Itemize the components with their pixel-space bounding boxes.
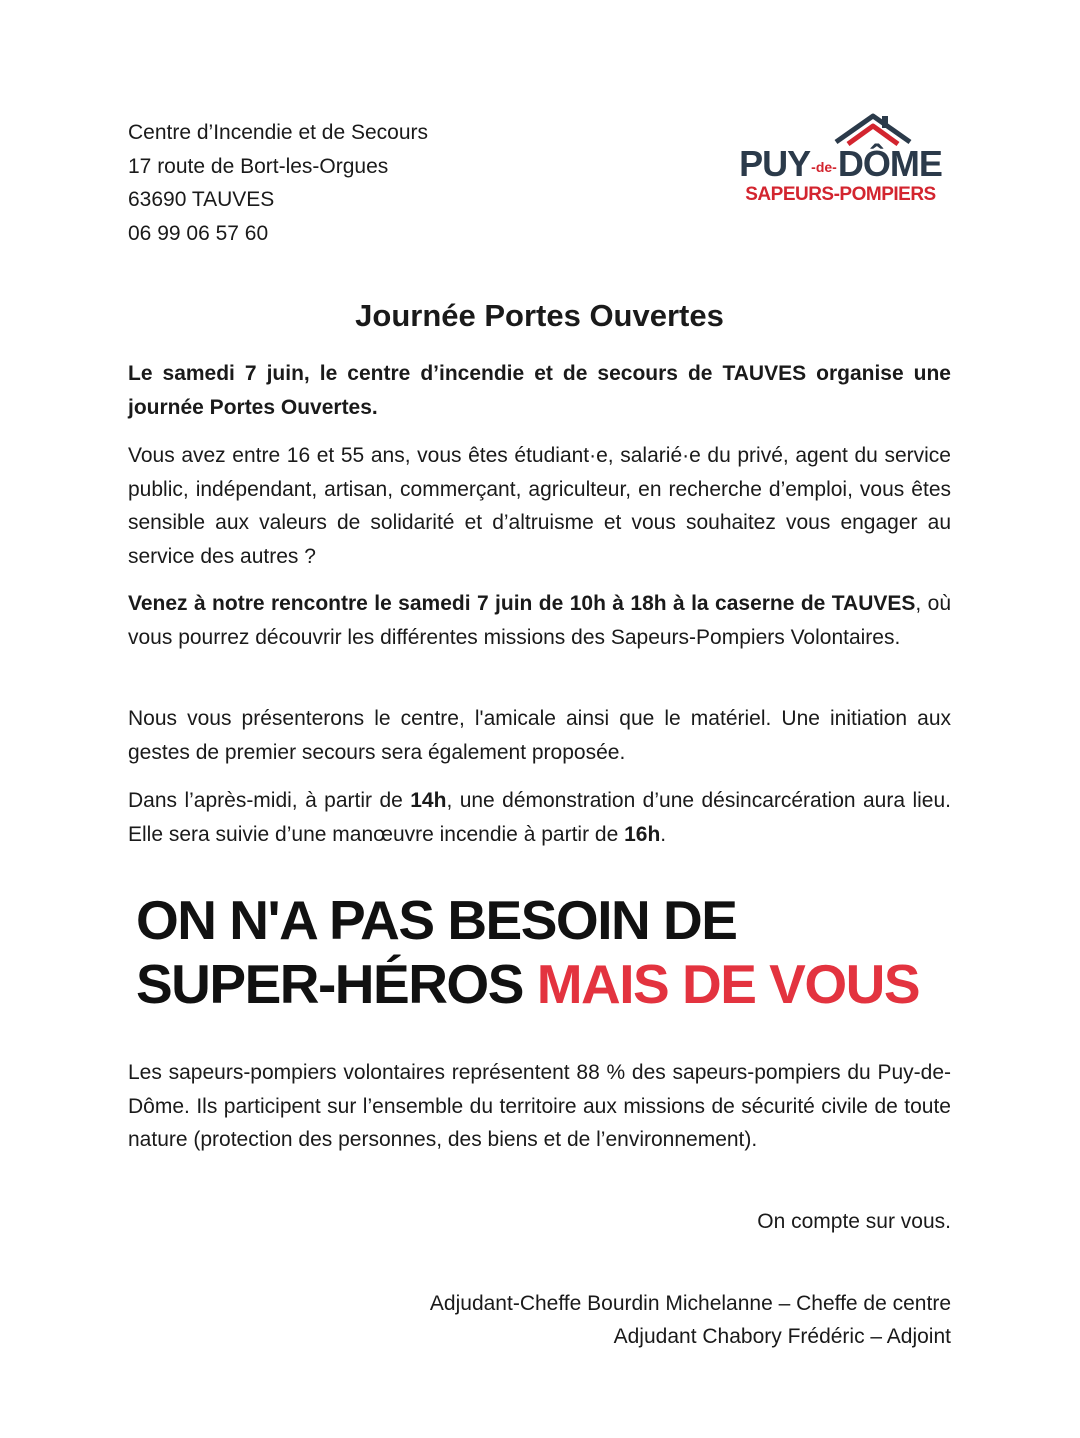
slogan-line-1: ON N'A PAS BESOIN DE <box>136 889 737 951</box>
sender-address <box>128 116 428 250</box>
paragraph-statistics: Les sapeurs-pompiers volontaires représentent 88 % des sapeurs-pompiers du Puy-de-Dôme. Ils participent sur l’ensemble du territoire aux missions de sécurité civile de toute nature (protection des personnes, des biens et de l’environnement). <box>128 1061 951 1151</box>
paragraph-afternoon: Dans l’après-midi, à partir de 14h, une démonstration d’une désincarcération aura lieu. Elle sera suivie d’une manœuvre incendie à partir de 16h. <box>128 789 951 846</box>
closing-line: On compte sur vous. <box>757 1210 951 1233</box>
document-title: Journée Portes Ouvertes <box>355 298 724 333</box>
slogan <box>136 888 976 1016</box>
intro-paragraph: Le samedi 7 juin, le centre d’incendie et de secours de TAUVES organise une journée Portes Ouvertes. <box>128 362 951 419</box>
slogan-line-2: SUPER-HÉROS MAIS DE VOUS <box>136 953 920 1015</box>
address-line-3: 63690 TAUVES <box>128 188 275 211</box>
document-page <box>128 0 951 1438</box>
logo-subtitle: SAPEURS-POMPIERS <box>745 184 936 205</box>
paragraph-invitation: Venez à notre rencontre le samedi 7 juin de 10h à 18h à la caserne de TAUVES, où vous pourrez découvrir les différentes missions des Sapeurs-Pompiers Volontaires. <box>128 592 951 649</box>
address-phone: 06 99 06 57 60 <box>128 221 269 245</box>
address-line-2: 17 route de Bort-les-Orgues <box>128 154 389 178</box>
signature-deputy: Adjudant Chabory Frédéric – Adjoint <box>613 1325 951 1348</box>
address-line-1: Centre d’Incendie et de Secours <box>128 121 429 144</box>
puy-de-dome-logo <box>728 112 953 212</box>
slogan-highlight: MAIS DE VOUS <box>536 953 920 1015</box>
signature-chief: Adjudant-Cheffe Bourdin Michelanne – Cheffe de centre <box>429 1292 951 1315</box>
logo-name: PUY-de-DÔME <box>739 143 942 184</box>
roof-icon <box>834 112 912 146</box>
paragraph-profile: Vous avez entre 16 et 55 ans, vous êtes étudiant·e, salarié·e du privé, agent du service public, indépendant, artisan, commerçant, agriculteur, en recherche d’emploi, vous êtes sensible aux valeurs de solidarité et d’altruisme et vous souhaitez vous engager au service des autres ? <box>128 444 951 568</box>
paragraph-program: Nous vous présenterons le centre, l'amicale ainsi que le matériel. Une initiation aux gestes de premier secours sera également proposée. <box>128 707 951 764</box>
